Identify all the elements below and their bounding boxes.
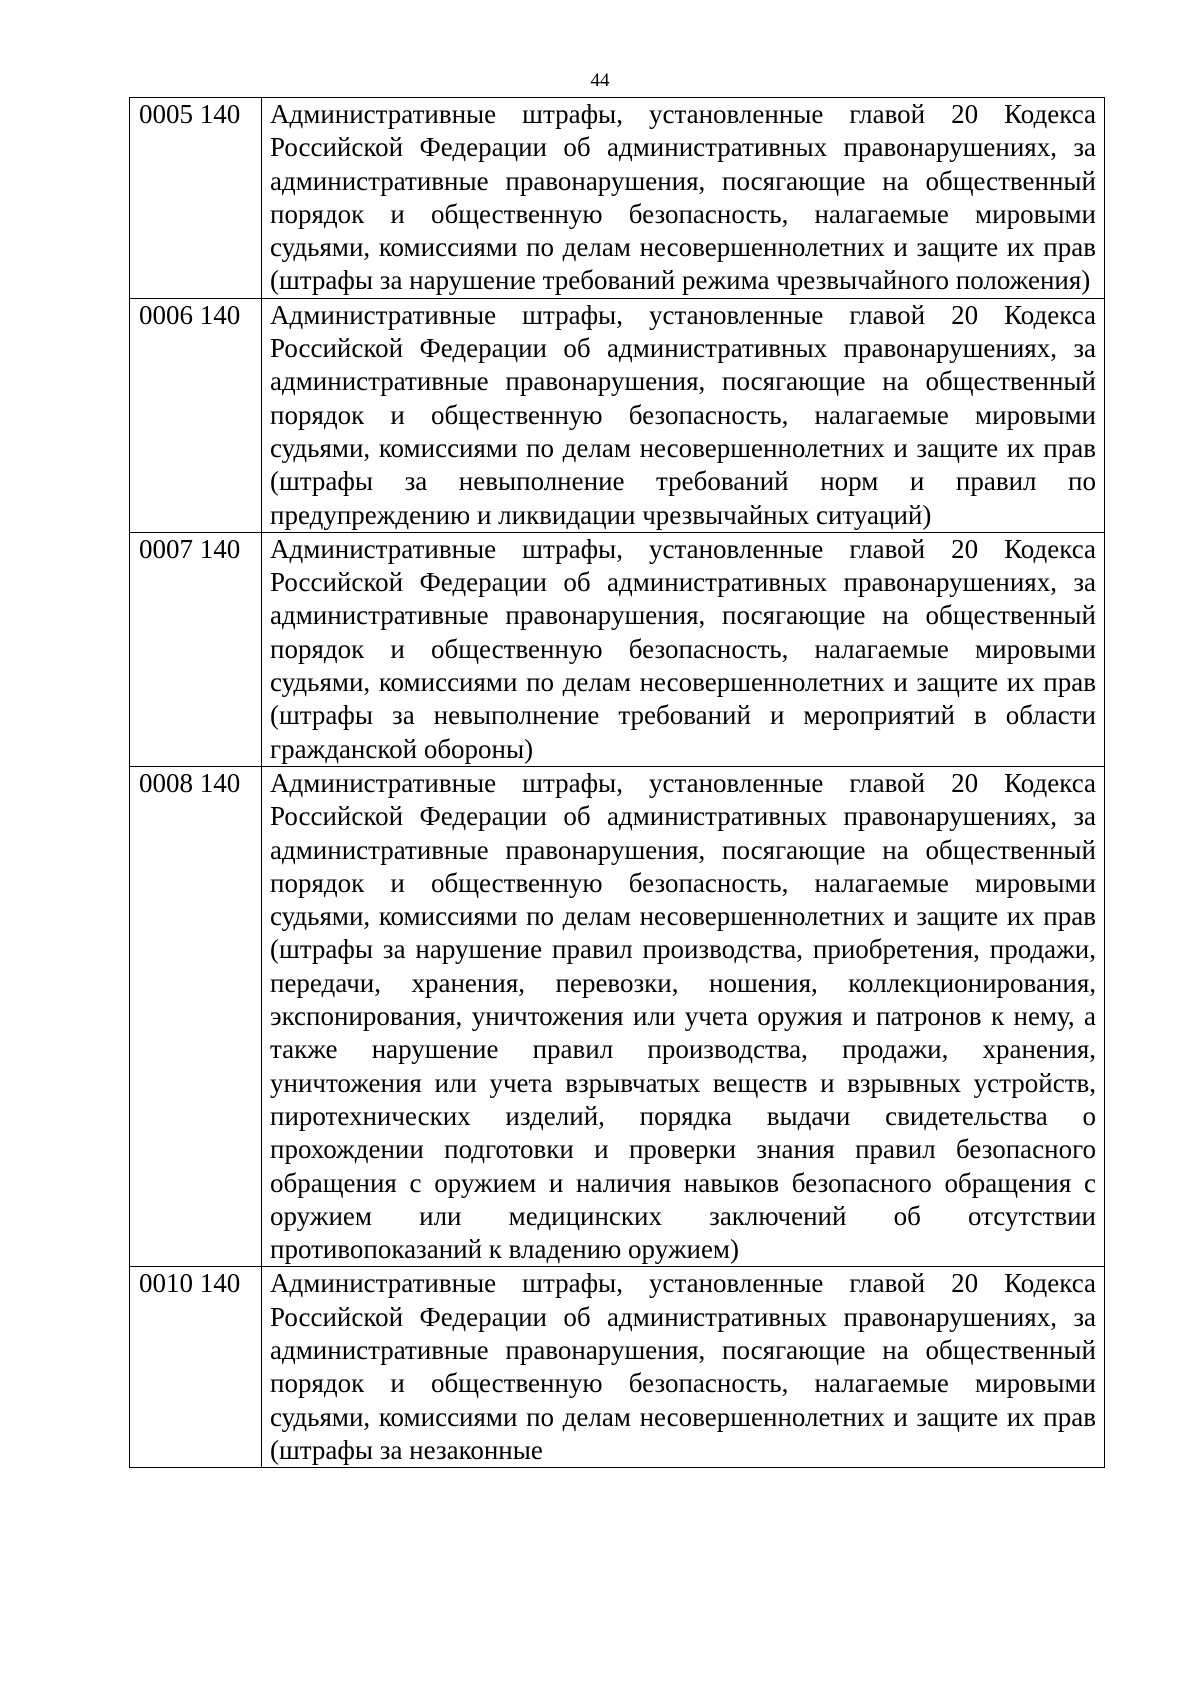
row-code: 0008 140	[130, 766, 262, 1266]
table-row	[130, 766, 1105, 1266]
row-description: Административные штрафы, установленные главой 20 Кодекса Российской Федерации об административных правонарушениях, за административные правонарушения, посягающие на общественный порядок и общественную безопасность, налагаемые мировыми судьями, комиссиями по делам несовершеннолетних и защите их прав (штрафы за невыполнение требований норм и правил по предупреждению и ликвидации чрезвычайных ситуаций)	[262, 298, 1105, 532]
page-number: 44	[590, 70, 610, 91]
table-row	[130, 532, 1105, 766]
row-description: Административные штрафы, установленные главой 20 Кодекса Российской Федерации об административных правонарушениях, за административные правонарушения, посягающие на общественный порядок и общественную безопасность, налагаемые мировыми судьями, комиссиями по делам несовершеннолетних и защите их прав (штрафы за невыполнение требований и мероприятий в области гражданской обороны)	[262, 532, 1105, 766]
table-row	[130, 298, 1105, 532]
row-description: Административные штрафы, установленные главой 20 Кодекса Российской Федерации об административных правонарушениях, за административные правонарушения, посягающие на общественный порядок и общественную безопасность, налагаемые мировыми судьями, комиссиями по делам несовершеннолетних и защите их прав (штрафы за нарушение правил производства, приобретения, продажи, передачи, хранения, перевозки, ношения, коллекционирования, экспонирования, уничтожения или учета оружия и патронов к нему, а также нарушение правил производства, продажи, хранения, уничтожения или учета взрывчатых веществ и взрывных устройств, пиротехнических изделий, порядка выдачи свидетельства о прохождении подготовки и проверки знания правил безопасного обращения с оружием и наличия навыков безопасного обращения с оружием или медицинских заключений об отсутствии противопоказаний к владению оружием)	[262, 766, 1105, 1266]
row-code: 0007 140	[130, 532, 262, 766]
row-code: 0005 140	[130, 98, 262, 299]
row-code: 0010 140	[130, 1267, 262, 1468]
row-description: Административные штрафы, установленные главой 20 Кодекса Российской Федерации об административных правонарушениях, за административные правонарушения, посягающие на общественный порядок и общественную безопасность, налагаемые мировыми судьями, комиссиями по делам несовершеннолетних и защите их прав (штрафы за нарушение требований режима чрезвычайного положения)	[262, 98, 1105, 299]
row-code: 0006 140	[130, 298, 262, 532]
table-row	[130, 1267, 1105, 1468]
table-row	[130, 98, 1105, 299]
row-description: Административные штрафы, установленные главой 20 Кодекса Российской Федерации об административных правонарушениях, за административные правонарушения, посягающие на общественный порядок и общественную безопасность, налагаемые мировыми судьями, комиссиями по делам несовершеннолетних и защите их прав (штрафы за незаконные	[262, 1267, 1105, 1468]
classification-table	[129, 97, 1105, 1468]
